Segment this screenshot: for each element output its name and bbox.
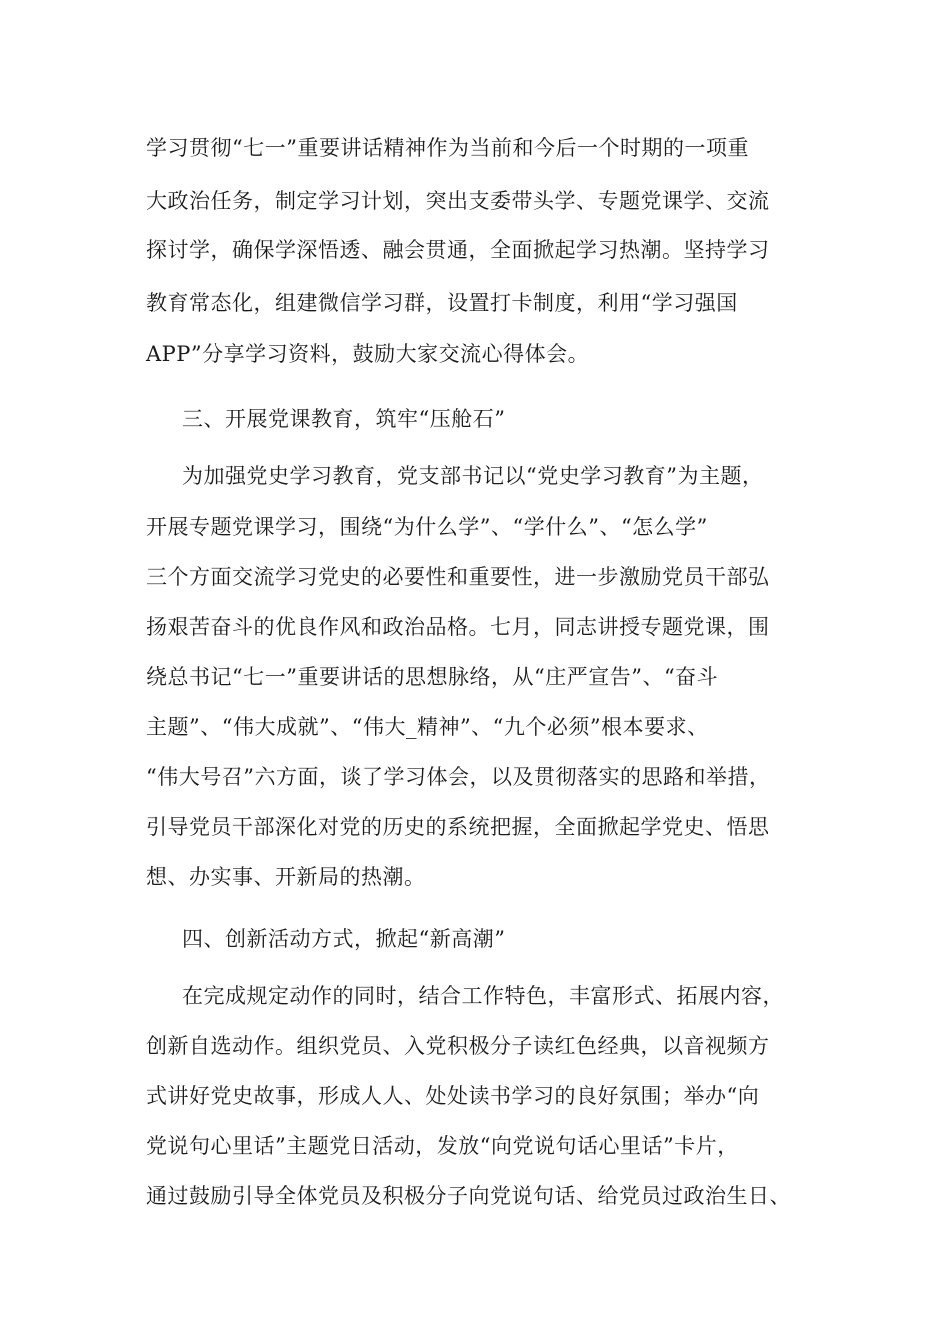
paragraph-line: “伟大号召”六方面，谈了学习体会，以及贯彻落实的思路和举措，	[146, 765, 771, 789]
paragraph-line: 在完成规定动作的同时，结合工作特色，丰富形式、拓展内容，	[182, 984, 784, 1008]
paragraph-line: 学习贯彻“七一”重要讲话精神作为当前和今后一个时期的一项重	[146, 136, 749, 160]
paragraph-line: 式讲好党史故事，形成人人、处处读书学习的良好氛围；举办“向	[146, 1084, 760, 1108]
paragraph-line: 扬艰苦奋斗的优良作风和政治品格。七月，同志讲授专题党课，围	[146, 615, 770, 639]
paragraph-line: 党说句心里话”主题党日活动，发放“向党说句话心里话”卡片，	[146, 1134, 739, 1158]
paragraph-line: 探讨学，确保学深悟透、融会贯通，全面掀起学习热潮。坚持学习	[146, 238, 770, 262]
paragraph-line: 开展专题党课学习，围绕“为什么学”、“学什么”、“怎么学”	[146, 515, 708, 539]
paragraph-line: 引导党员干部深化对党的历史的系统把握，全面掀起学党史、悟思	[146, 815, 770, 839]
paragraph-line: 绕总书记“七一”重要讲话的思想脉络，从“庄严宣告”、“奋斗	[146, 665, 719, 689]
paragraph-line: 主题”、“伟大成就”、“伟大_精神”、“九个必须”根本要求、	[146, 715, 709, 739]
paragraph-line: 大政治任务，制定学习计划，突出支委带头学、专题党课学、交流	[146, 189, 770, 213]
section-heading-4: 四、创新活动方式，掀起“新高潮”	[182, 927, 506, 951]
section-heading-3: 三、开展党课教育，筑牢“压舱石”	[182, 407, 506, 431]
paragraph-line: 创新自选动作。组织党员、入党积极分子读红色经典，以音视频方	[146, 1034, 770, 1058]
paragraph-line: 教育常态化，组建微信学习群，设置打卡制度，利用“学习强国	[146, 291, 738, 315]
paragraph-line: APP”分享学习资料，鼓励大家交流心得体会。	[146, 342, 590, 366]
paragraph-line: 三个方面交流学习党史的必要性和重要性，进一步激励党员干部弘	[146, 565, 770, 589]
paragraph-line: 想、办实事、开新局的热潮。	[146, 865, 426, 889]
paragraph-line: 通过鼓励引导全体党员及积极分子向党说句话、给党员过政治生日、	[146, 1184, 791, 1208]
paragraph-line: 为加强党史学习教育，党支部书记以“党史学习教育”为主题，	[182, 464, 764, 488]
